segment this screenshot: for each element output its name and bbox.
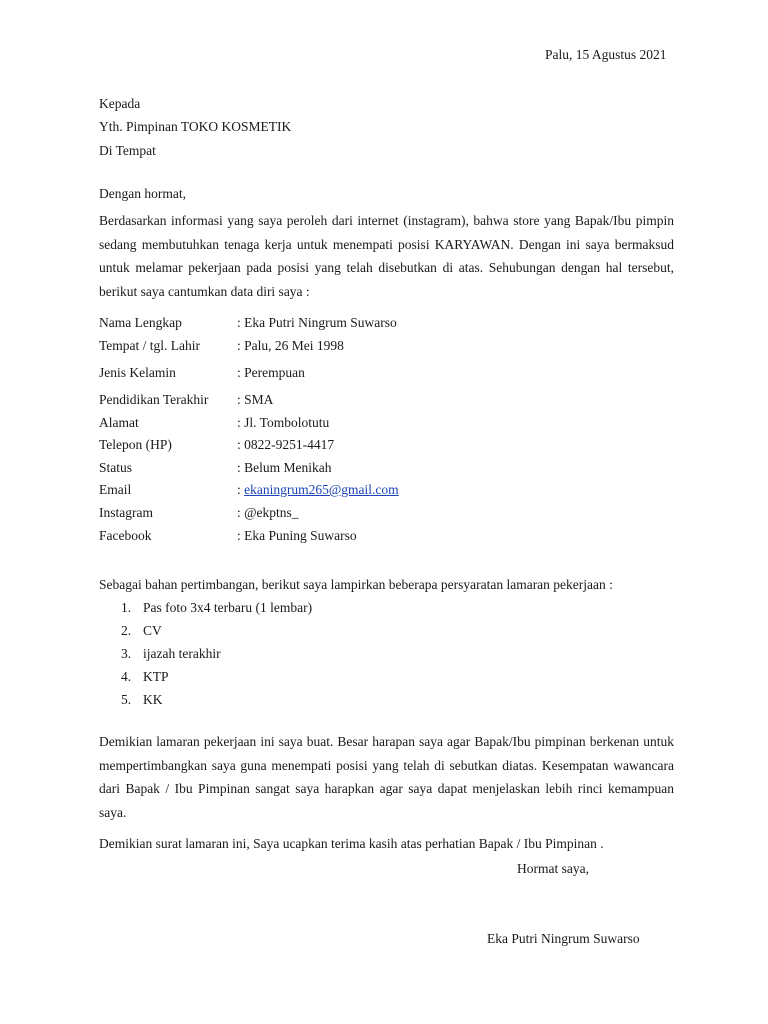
data-row-email [99, 482, 619, 502]
data-label: Status [99, 460, 133, 475]
requirement-number: 5. [121, 692, 132, 707]
requirement-item [121, 600, 312, 616]
recipient-line-kepada: Kepada [99, 96, 141, 111]
email-colon: : [237, 482, 245, 497]
email-link[interactable]: ekaningrum265@gmail.com [244, 482, 399, 497]
data-value [237, 482, 399, 498]
requirement-item [121, 646, 221, 662]
data-label: Nama Lengkap [99, 315, 182, 330]
requirement-number: 1. [121, 600, 132, 615]
data-label: Email [99, 482, 132, 497]
data-value: : Eka Puning Suwarso [237, 528, 357, 543]
recipient-line-name: Yth. Pimpinan TOKO KOSMETIK [99, 119, 292, 134]
requirement-text: Pas foto 3x4 terbaru (1 lembar) [143, 600, 313, 615]
data-row-education [99, 392, 619, 412]
requirement-item [121, 692, 163, 708]
closing-paragraph: Demikian lamaran pekerjaan ini saya buat. Besar harapan saya agar Bapak/Ibu pimpinan berkenan untuk mempertimbangkan saya guna menempati posisi yang telah di sebutkan diatas. Kesempatan wawancara dari Bapak / Ibu Pimpinan sangat saya harapkan agar saya dapat menjelaskan lebih rinci kemampuan saya. [99, 734, 674, 820]
data-value: : Jl. Tombolotutu [237, 415, 330, 430]
data-row-gender [99, 365, 619, 385]
data-value: : SMA [237, 392, 274, 407]
data-value: : Eka Putri Ningrum Suwarso [237, 315, 397, 330]
requirement-number: 2. [121, 623, 132, 638]
data-label: Jenis Kelamin [99, 365, 176, 380]
data-value: : Belum Menikah [237, 460, 332, 475]
data-row-instagram [99, 505, 619, 525]
data-row-phone [99, 437, 619, 457]
recipient-line-place: Di Tempat [99, 143, 156, 158]
data-row-address [99, 415, 619, 435]
data-row-name [99, 315, 619, 335]
data-label: Instagram [99, 505, 153, 520]
data-row-birth [99, 338, 619, 358]
data-label: Facebook [99, 528, 152, 543]
data-value: : Perempuan [237, 365, 305, 380]
requirement-number: 3. [121, 646, 132, 661]
letter-date: Palu, 15 Agustus 2021 [545, 47, 667, 62]
requirement-item [121, 669, 169, 685]
data-value: : @ekptns_ [237, 505, 299, 520]
data-label: Alamat [99, 415, 139, 430]
data-row-facebook [99, 528, 619, 548]
data-label: Pendidikan Terakhir [99, 392, 209, 407]
sign-off: Hormat saya, [517, 861, 589, 876]
requirement-text: CV [143, 623, 162, 638]
data-label: Telepon (HP) [99, 437, 172, 452]
signature-name: Eka Putri Ningrum Suwarso [487, 931, 640, 946]
data-value: : Palu, 26 Mei 1998 [237, 338, 344, 353]
data-label: Tempat / tgl. Lahir [99, 338, 201, 353]
thanks-line: Demikian surat lamaran ini, Saya ucapkan terima kasih atas perhatian Bapak / Ibu Pimpinan . [99, 836, 604, 851]
salutation: Dengan hormat, [99, 186, 186, 201]
data-row-status [99, 460, 619, 480]
intro-paragraph: Berdasarkan informasi yang saya peroleh dari internet (instagram), bahwa store yang Bapak/Ibu pimpin sedang membutuhkan tenaga kerja untuk menempati posisi KARYAWAN. Dengan ini saya bermaksud untuk melamar pekerjaan pada posisi yang telah disebutkan di atas. Sehubungan dengan hal tersebut, berikut saya cantumkan data diri saya : [99, 213, 674, 299]
data-value: : 0822-9251-4417 [237, 437, 335, 452]
requirement-number: 4. [121, 669, 132, 684]
requirement-text: KK [143, 692, 163, 707]
requirement-item [121, 623, 162, 639]
requirement-text: ijazah terakhir [143, 646, 221, 661]
requirements-intro: Sebagai bahan pertimbangan, berikut saya lampirkan beberapa persyaratan lamaran pekerjaan : [99, 577, 613, 592]
requirement-text: KTP [143, 669, 169, 684]
